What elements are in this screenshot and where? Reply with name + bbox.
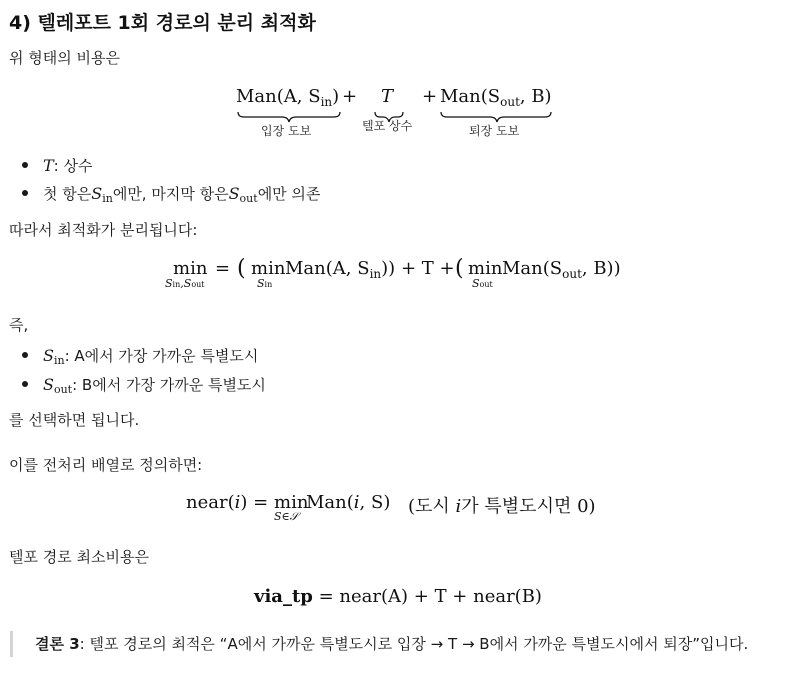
min-cost-text: 텔포 경로 최소비용은: [9, 548, 149, 566]
near-definition-equation: [186, 492, 616, 528]
min-operator: min: [173, 258, 208, 279]
bullet-t-constant: T : 상수: [22, 155, 92, 176]
equals-sign: =: [215, 258, 231, 279]
man-exit-term: $Man(S_{out}$, B): [440, 86, 552, 109]
near-note: (도시 i가 특별도시면 0): [408, 496, 596, 517]
min-operator: min: [274, 492, 309, 513]
bullet-dot: [22, 381, 28, 387]
bullet-dot: [22, 162, 28, 168]
man-exit-min: $Man(S_{out}$, B)): [502, 258, 621, 281]
label-exit-walk: 퇴장 도보: [469, 124, 520, 138]
bullet-dot: [22, 352, 28, 358]
cost-equation: [236, 86, 566, 144]
intro-text: 위 형태의 비용은: [9, 49, 120, 67]
separation-text: 따라서 최적화가 분리됩니다:: [9, 221, 198, 239]
plus-sign: +: [342, 86, 358, 107]
label-teleport-constant: 텔포 상수: [362, 119, 413, 133]
select-text: 를 선택하면 됩니다.: [9, 411, 140, 429]
label-entry-walk: 입장 도보: [261, 124, 312, 138]
teleport-constant: T: [381, 86, 394, 107]
bullet-s-out: S out : B에서 가장 가까운 특별도시: [22, 374, 266, 395]
bullet-dot: [22, 190, 28, 196]
min-out-subscript: Sout: [472, 277, 493, 290]
precompute-text: 이를 전처리 배열로 정의하면:: [9, 456, 203, 474]
min-subscript-set: S∈𝒮: [274, 510, 299, 523]
open-paren: (: [237, 256, 246, 281]
separated-min-equation: [165, 258, 635, 298]
plus-sign-2: +: [422, 86, 438, 107]
conclusion-text: : 텔포 경로의 최적은 “A에서 가까운 특별도시로 입장 → T → B에서 가까운 특별도시에서 퇴장”입니다.: [79, 635, 749, 653]
near-lhs: near(i) =: [186, 492, 269, 513]
open-paren-2: (: [455, 256, 464, 281]
man-entry-min: Man(A, $S_{in}$)): [285, 258, 396, 281]
min-subscript: Sin,Sout: [165, 277, 205, 290]
plus-t-plus: + T +: [401, 258, 455, 279]
conclusion-blockquote: [10, 631, 791, 657]
conclusion-label: 결론 3: [35, 635, 80, 653]
min-in-subscript: Sin: [257, 277, 273, 290]
brace-exit: [441, 112, 551, 122]
brace-entry: [238, 112, 340, 122]
ie-text: 즉,: [9, 316, 29, 334]
section-heading: 4) 텔레포트 1회 경로의 분리 최적화: [9, 12, 316, 34]
min-operator-in: min: [251, 258, 286, 279]
min-operator-out: min: [468, 258, 503, 279]
via-tp-equation: via_tp = near(A) + T + near(B): [254, 586, 542, 607]
bullet-s-in: S in : A에서 가장 가까운 특별도시: [22, 345, 258, 366]
near-rhs: Man(i, S): [306, 492, 391, 513]
bullet-dependency: 첫 항은 S in 에만, 마지막 항은 S out 에만 의존: [22, 183, 320, 204]
man-entry-term: Man(A, $S_{in}$): [236, 86, 340, 109]
